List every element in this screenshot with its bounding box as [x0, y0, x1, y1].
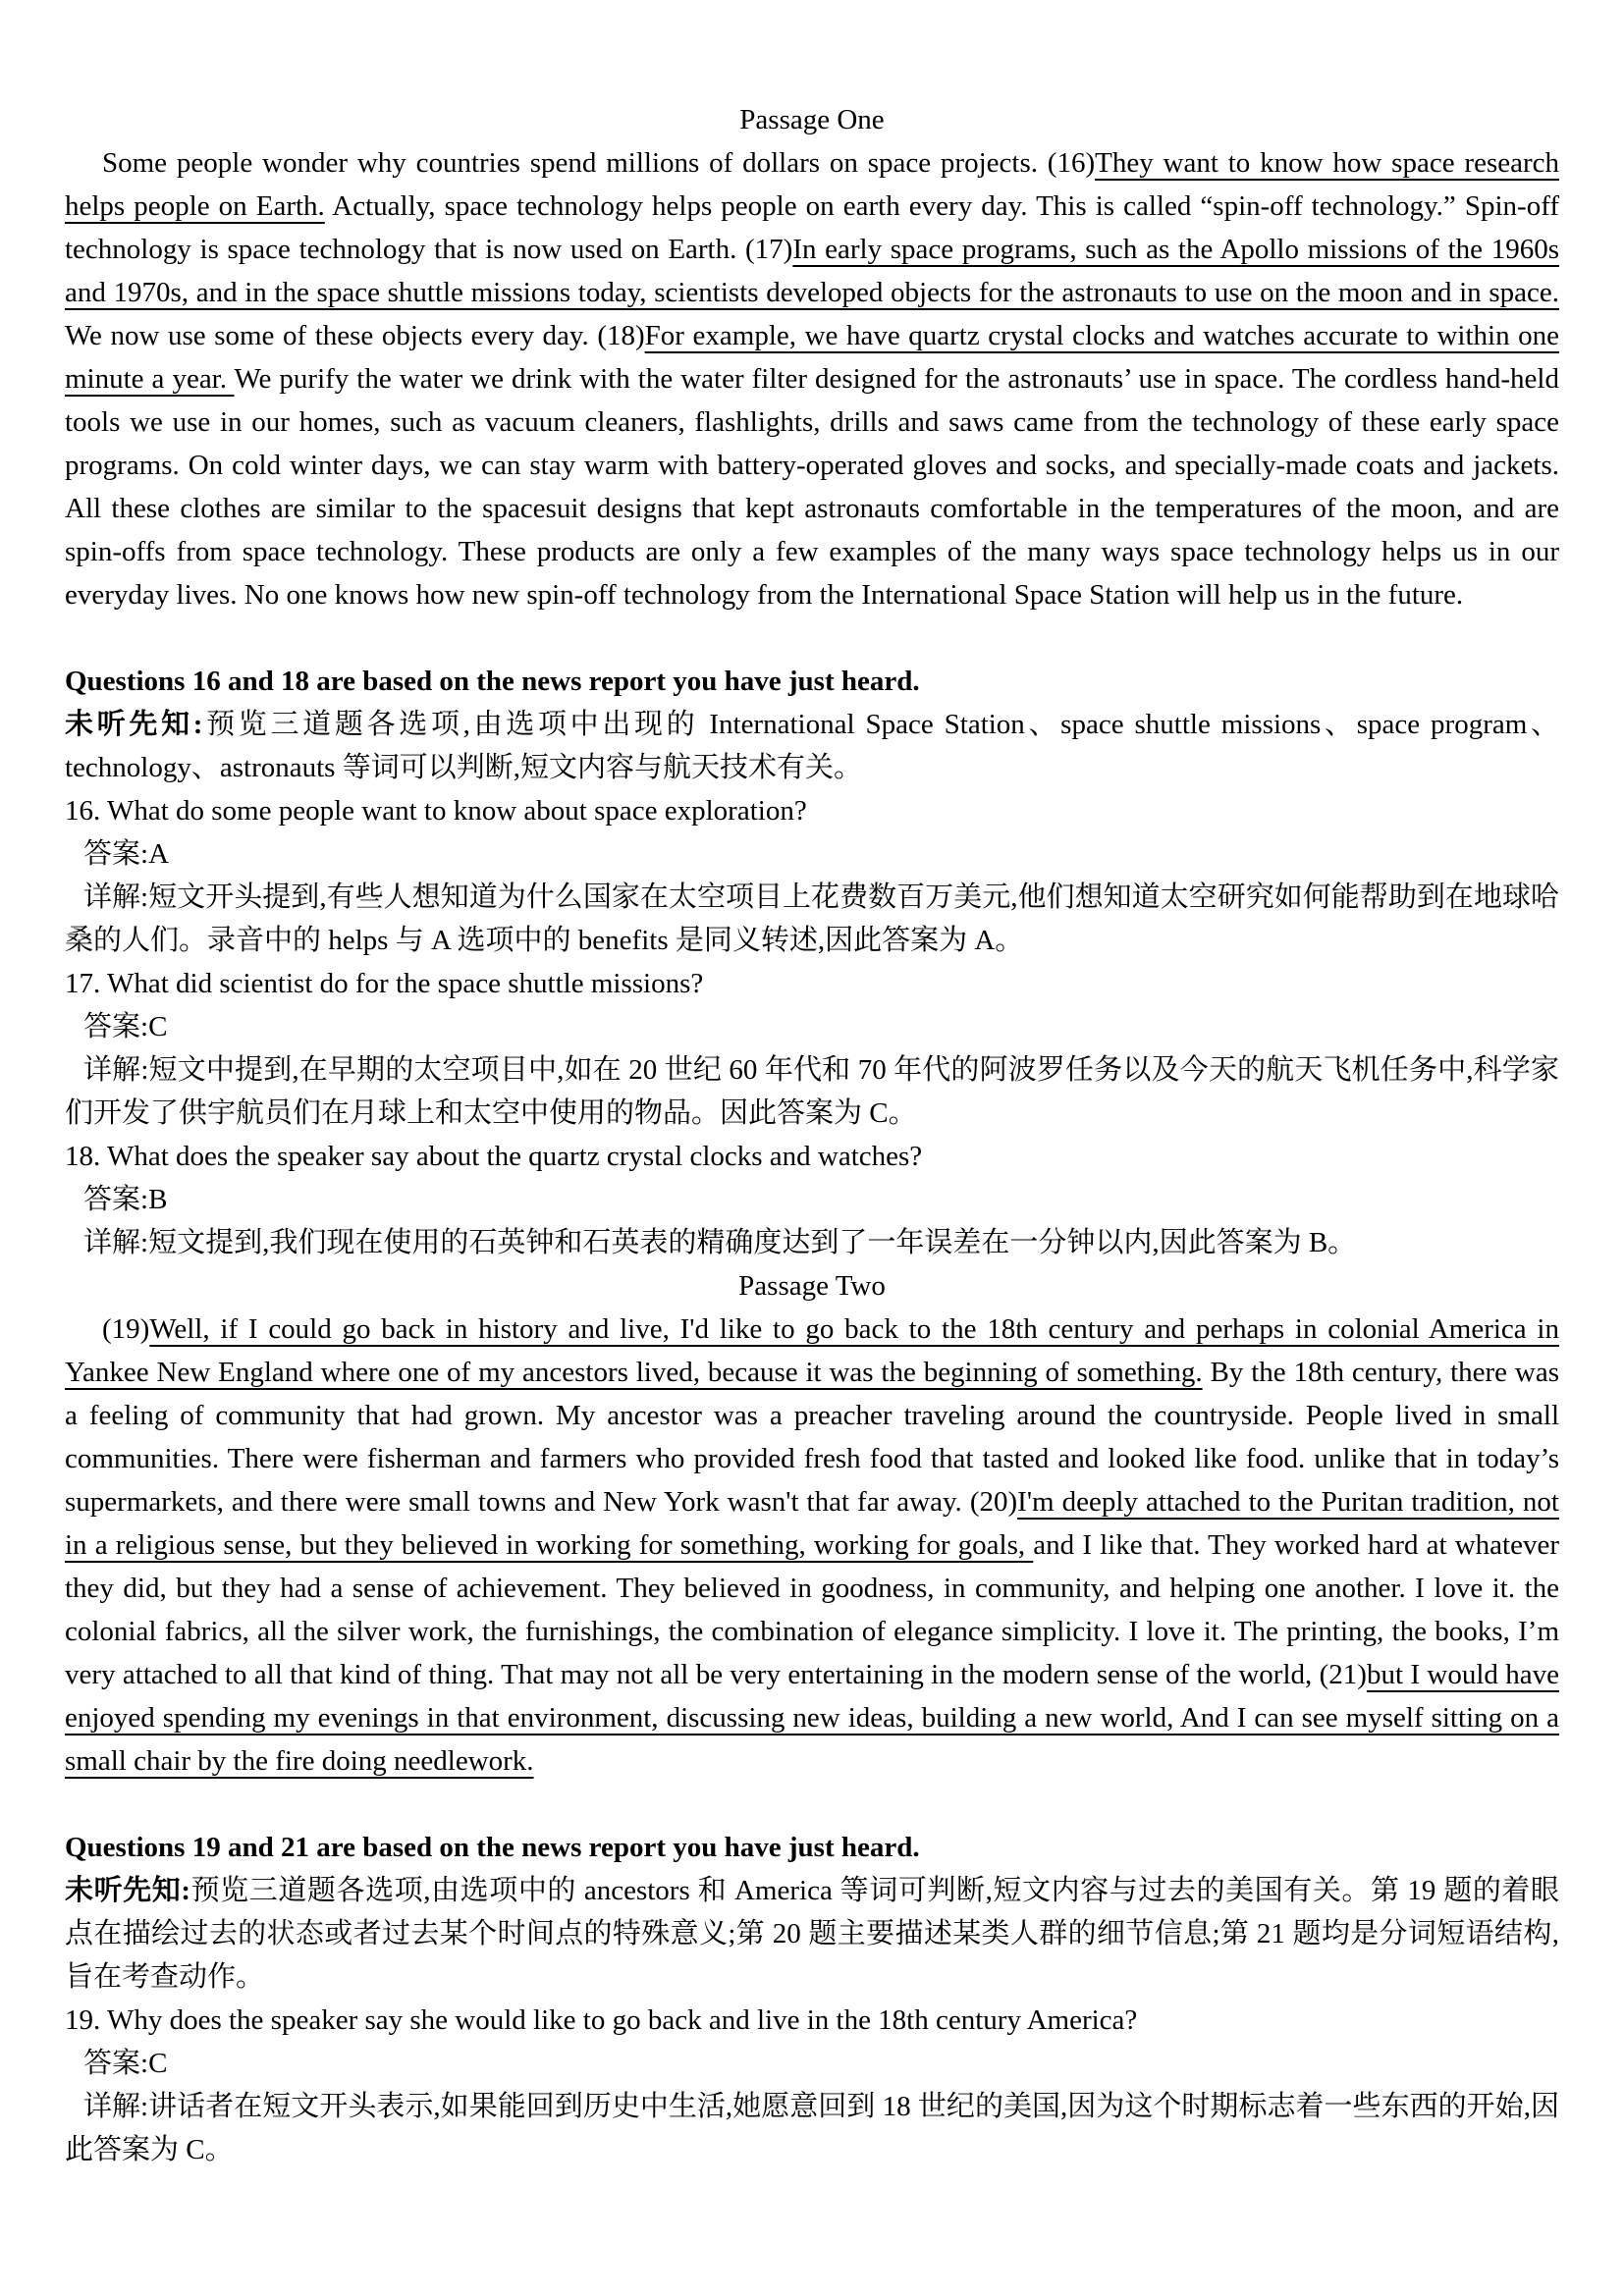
question-16: 16. What do some people want to know about space exploration? [65, 795, 807, 827]
explanation-19 [65, 2085, 1559, 2171]
answer-line-19 [65, 2042, 1559, 2085]
explanation-16 [65, 876, 1559, 962]
transcript-text: We now use some of these objects every day. (18) [65, 320, 645, 351]
passage-one-body [65, 141, 1559, 616]
underlined-key-sentence-20: I'm deeply attached to the Puritan tradition, not in a religious sense, but they believed in working for something, working for goals, [65, 1486, 1559, 1561]
answer-value: B [148, 1184, 168, 1215]
questions-19-21-heading: Questions 19 and 21 are based on the news report you have just heard. [65, 1832, 920, 1863]
preview-paragraph-1 [65, 703, 1559, 789]
preview-text: 预览三道题各选项,由选项中出现的 International Space Station、space shuttle missions、space program、technology、astronauts 等词可以判断,短文内容与航天技术有关。 [65, 709, 1559, 783]
preview-label: 未听先知: [65, 1875, 190, 1906]
underlined-key-sentence-16: They want to know how space research helps people on Earth. [65, 147, 1559, 222]
answer-line-16 [65, 832, 1559, 876]
explanation-17 [65, 1048, 1559, 1135]
transcript-text: (19) [102, 1313, 150, 1345]
question-17: 17. What did scientist do for the space shuttle missions? [65, 968, 704, 999]
answer-line-17 [65, 1005, 1559, 1048]
answer-label: 答案: [83, 2048, 149, 2079]
underlined-key-sentence-18: For example, we have quartz crystal clocks and watches accurate to within one minute a year. [65, 320, 1560, 395]
underlined-key-sentence-19: Well, if I could go back in history and live, I'd like to go back to the 18th century and perhaps in colonial America in Yankee New England where one of my ancestors lived, because it was the beginning of something. [65, 1313, 1559, 1388]
answer-label: 答案: [83, 1184, 149, 1215]
explanation-label: 详解: [83, 881, 149, 913]
passage-two-body [65, 1308, 1559, 1783]
underlined-key-sentence-21: but I would have enjoyed spending my evenings in that environment, discussing new ideas, building a new world, And I can see myself sitting on a small chair by the fire doing needlework. [65, 1659, 1559, 1777]
passage-one-title: Passage One [739, 104, 885, 135]
explanation-text: 讲话者在短文开头表示,如果能回到历史中生活,她愿意回到 18 世纪的美国,因为这个时期标志着一些东西的开始,因此答案为 C。 [65, 2091, 1559, 2165]
transcript-text: Some people wonder why countries spend millions of dollars on space projects. (16) [102, 147, 1096, 179]
answer-value: C [148, 2048, 168, 2079]
passage-two-title: Passage Two [738, 1270, 886, 1302]
transcript-text: and I like that. They worked hard at whatever they did, but they had a sense of achievement. They believed in goodness, in community, and helping one another. I love it. the colonial fabrics, all the silver work, the furnishings, the combination of elegance simplicity. I love it. The printing, the books, I’m very attached to all that kind of thing. That may not all be very entertaining in the modern sense of the world, (21) [65, 1529, 1559, 1690]
answer-value: C [148, 1011, 168, 1042]
transcript-text: Actually, space technology helps people on earth every day. This is called “spin-off technology.” Spin-off technology is space technology that is now used on Earth. (17) [65, 190, 1559, 265]
explanation-text: 短文提到,我们现在使用的石英钟和石英表的精确度达到了一年误差在一分钟以内,因此答案为 B。 [148, 1227, 1357, 1258]
explanation-text: 短文中提到,在早期的太空项目中,如在 20 世纪 60 年代和 70 年代的阿波罗任务以及今天的航天飞机任务中,科学家们开发了供宇航员们在月球上和太空中使用的物品。因此答案为 C。 [65, 1054, 1559, 1129]
answer-label: 答案: [83, 838, 149, 870]
explanation-text: 短文开头提到,有些人想知道为什么国家在太空项目上花费数百万美元,他们想知道太空研究如何能帮助到在地球哈桑的人们。录音中的 helps 与 A 选项中的 benefits 是同义转述,因此答案为 A。 [65, 881, 1559, 956]
question-18: 18. What does the speaker say about the quartz crystal clocks and watches? [65, 1141, 923, 1172]
questions-16-18-heading: Questions 16 and 18 are based on the news report you have just heard. [65, 666, 920, 697]
answer-label: 答案: [83, 1011, 149, 1042]
transcript-text: By the 18th century, there was a feeling of community that had grown. My ancestor was a preacher traveling around the countryside. People lived in small communities. There were fisherman and farmers who provided fresh food that tasted and looked like food. unlike that in today’s supermarkets, and there were small towns and New York wasn't that far away. (20) [65, 1357, 1559, 1518]
question-19: 19. Why does the speaker say she would like to go back and live in the 18th century America? [65, 2004, 1138, 2036]
explanation-label: 详解: [83, 2091, 149, 2122]
underlined-key-sentence-17: In early space programs, such as the Apollo missions of the 1960s and 1970s, and in the space shuttle missions today, scientists developed objects for the astronauts to use on the moon and in space. [65, 234, 1559, 308]
explanation-18 [65, 1221, 1559, 1264]
explanation-label: 详解: [83, 1054, 149, 1086]
explanation-label: 详解: [83, 1227, 149, 1258]
preview-label: 未听先知: [65, 709, 203, 740]
answer-line-18 [65, 1178, 1559, 1221]
preview-paragraph-2 [65, 1869, 1559, 1999]
transcript-text: We purify the water we drink with the water filter designed for the astronauts’ use in space. The cordless hand-held tools we use in our homes, such as vacuum cleaners, flashlights, drills and saws came from the technology of these early space programs. On cold winter days, we can stay warm with battery-operated gloves and socks, and specially-made coats and jackets. All these clothes are similar to the spacesuit designs that kept astronauts comfortable in the temperatures of the moon, and are spin-offs from space technology. These products are only a few examples of the many ways space technology helps us in our everyday lives. No one knows how new spin-off technology from the International Space Station will help us in the future. [65, 363, 1559, 611]
preview-text: 预览三道题各选项,由选项中的 ancestors 和 America 等词可判断,短文内容与过去的美国有关。第 19 题的着眼点在描绘过去的状态或者过去某个时间点的特殊意义;第 20 题主要描述某类人群的细节信息;第 21 题均是分词短语结构,旨在考查动作。 [65, 1875, 1559, 1993]
answer-value: A [148, 838, 170, 870]
